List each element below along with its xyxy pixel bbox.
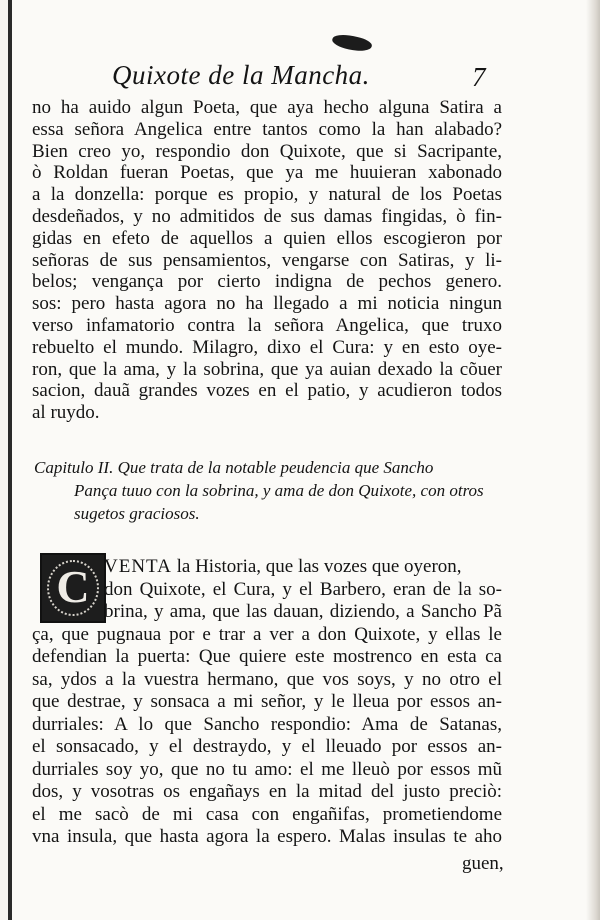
text-line: ron, que la ama, y la sobrina, que ya auian dexado la cõuer (32, 358, 502, 380)
text-line: verso infamatorio contra la señora Angelica, que truxo (32, 315, 502, 336)
text-line: gidas en efeto de aquellos a quien ellos escogieron por (32, 227, 502, 249)
initial-letter: C (56, 561, 90, 612)
text-line: sacion, dauã grandes vozes en el patio, y acudieron todos (32, 380, 502, 402)
text-line: el sonsacado, y el destraydo, y el lleuado por essos an- (32, 736, 502, 757)
page-edge (586, 0, 600, 920)
running-title: Quixote de la Mancha. (112, 60, 370, 90)
book-page (8, 0, 590, 920)
text-line: durriales: A lo que Sancho respondio: Ama de Satanas, (32, 713, 502, 735)
text-line: no ha auido algun Poeta, que aya hecho alguna Satira a (32, 97, 502, 118)
text-line: al ruydo. (32, 402, 100, 424)
text-line: essa señora Angelica entre tantos como la han alabado? (32, 118, 502, 140)
text-line: sos: pero hasta agora no ha llegado a mi noticia ningun (32, 293, 502, 315)
text-line: don Quixote, el Cura, y el Barbero, eran de la so- (104, 578, 502, 600)
text-line: vna insula, que hasta agora la espero. Malas insulas te aho (32, 826, 502, 847)
page-number: 7 (472, 62, 486, 92)
text-line: a la donzella: porque es propio, y natural de los Poetas (32, 184, 502, 206)
text-line: defendian la puerta: Que quiere este mostrenco en esta ca (32, 646, 502, 667)
text-line: ça, que pugnaua por e trar a ver a don Quixote, y ellas le (32, 623, 502, 645)
catchword: guen, (462, 853, 504, 874)
text-line: dos, y vosotras os engañays en la mitad del justo preciò: (32, 781, 502, 802)
ink-blot (331, 32, 373, 54)
text-line: brina, y ama, que las dauan, diziendo, a Sancho Pã (104, 601, 502, 622)
chapter-heading-line: Pança tuuo con la sobrina, y ama de don Quixote, con otros (74, 481, 484, 500)
text-line: sa, ydos a la vuestra hermano, que vos soys, y no otro el (32, 668, 502, 690)
text-line: rebuelto el mundo. Milagro, dixo el Cura: y en esto oye- (32, 336, 502, 358)
text-line: Bien creo yo, respondio don Quixote, que si Sacripante, (32, 140, 502, 162)
text-line: el me sacò de mi casa con engañifas, prometiendome (32, 803, 502, 825)
chapter-heading-line: sugetos graciosos. (74, 504, 200, 523)
chapter-heading-line: Capitulo II. Que trata de la notable peudencia que Sancho (34, 458, 434, 477)
text-line: belos; vengança por cierto indigna de pechos genero. (32, 271, 502, 293)
paragraph-start-word: VENTA (104, 556, 172, 577)
decorated-initial (40, 553, 106, 623)
text-line: señoras de sus pensamientos, vengarse con Satiras, y li- (32, 249, 502, 271)
text-line (104, 556, 502, 578)
text-line-rest: la Historia, que las vozes que oyeron, (171, 556, 462, 577)
text-line: ò Roldan fueran Poetas, que ya me huuieran xabonado (32, 162, 502, 184)
text-line: que destrae, y sonsaca a mi señor, y le lleua por essos an- (32, 691, 502, 712)
text-line: durriales soy yo, que no tu amo: el me lleuò por essos mũ (32, 758, 502, 780)
text-line: desdeñados, y no admitidos de sus damas fingidas, ò fin- (32, 206, 502, 227)
